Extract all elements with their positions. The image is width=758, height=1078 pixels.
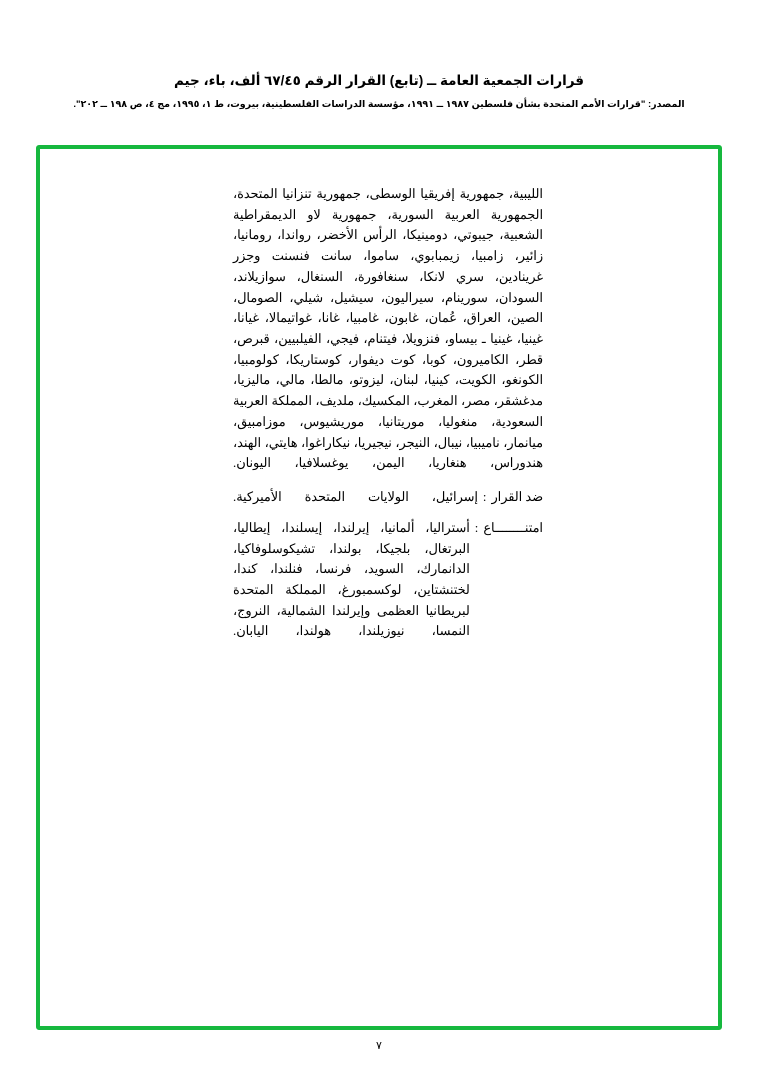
country-list-paragraph: الليبية، جمهورية إفريقيا الوسطى، جمهورية تنزانيا المتحدة، الجمهورية العربية السورية، جمهورية لاو الديمقراطية الشعبية، جيبوتي، دومينيكا، الرأس الأخضر، رواندا، رومانيا، زائير، زامبيا، زيمبابوي، ساموا، سانت فنسنت وجزر غرينادين، سري لانكا، سنغافورة، السنغال، سوازيلاند، السودان، سورينام، سيراليون، سيشيل، شيلي، الصومال، الصين، العراق، عُمان، غابون، غامبيا، غانا، غواتيمالا، غيانا، غينيا، غينيا ـ بيساو، فنزويلا، فيتنام، فيجي، الفيلبيين، قبرص، قطر، الكاميرون، كوبا، كوت ديفوار، كوستاريكا، كولومبيا، الكونغو، الكويت، كينيا، لبنان، ليزوتو، مالطا، مالي، ماليزيا، مدغشقر، مصر، المغرب، المكسيك، ملديف، المملكة العربية السعودية، منغوليا، موريتانيا، موريشيوس، موزامبيق، ميانمار، ناميبيا، نيبال، النيجر، نيجيريا، نيكاراغوا، هايتي، الهند، هندوراس، هنغاريا، اليمن، يوغسلافيا، اليونان. — [233, 187, 543, 471]
page-header — [0, 72, 758, 111]
page-number: ٧ — [376, 1040, 382, 1052]
page-footer — [0, 1039, 758, 1052]
vote-label-against: ضد القرار — [491, 490, 543, 505]
page-title: قرارات الجمعية العامة ــ (تابع) القرار الرقم ٦٧/٤٥ ألف، باء، جيم — [173, 73, 585, 88]
vote-text-abstain: أستراليا، ألمانيا، إيرلندا، إيسلندا، إيطاليا، البرتغال، بلجيكا، بولندا، تشيكوسلوفاكيا، الدانمارك، السويد، فرنسا، فنلندا، كندا، لختنشتاين، لوكسمبورغ، المملكة المتحدة لبريطانيا العظمى وإيرلندا الشمالية، النروج، النمسا، نيوزيلندا، هولندا، اليابان. — [233, 520, 470, 639]
vote-label-abstain: امتنــــــــاع — [483, 520, 543, 535]
vote-results — [233, 487, 543, 642]
green-content-frame — [36, 145, 722, 1030]
body-text-column — [233, 184, 543, 642]
source-citation: المصدر: "قرارات الأمم المتحدة بشأن فلسطين ١٩٨٧ ــ ١٩٩١، مؤسسة الدراسات الفلسطينية، بيروت، ط ١، ١٩٩٥، مج ٤، ص ١٩٨ ــ ٢٠٢". — [73, 98, 685, 110]
vote-row-against — [233, 487, 543, 508]
vote-text-against: إسرائيل، الولايات المتحدة الأميركية. — [233, 490, 478, 505]
vote-row-abstain — [233, 518, 543, 642]
vote-colon-against: : — [482, 490, 487, 505]
vote-colon-abstain: : — [474, 520, 479, 535]
